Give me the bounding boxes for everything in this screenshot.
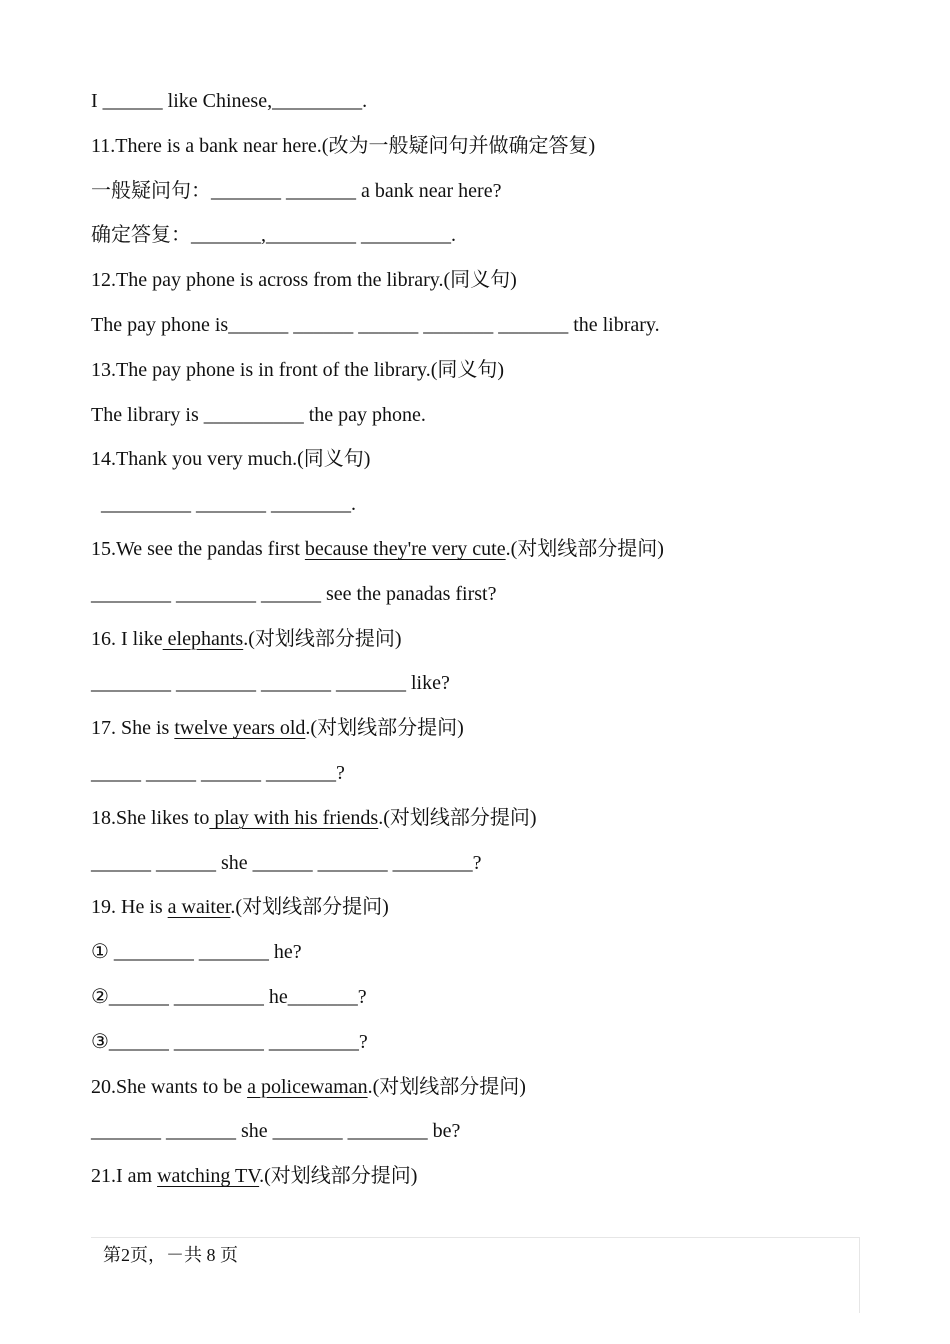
exercise-line <box>91 985 367 1009</box>
line-text: .(对划线部分提问) <box>505 538 664 560</box>
line-text: ②______ _________ he_______? <box>91 986 367 1008</box>
underlined-phrase: a waiter <box>167 896 231 919</box>
line-text: ______ ______ she ______ _______ ________? <box>91 851 482 874</box>
footer-side-border <box>859 1237 860 1313</box>
line-text: 18.She likes to <box>91 806 210 829</box>
page-number: 第2页，－共 8 页 <box>103 1245 238 1265</box>
exercise-line <box>91 1075 526 1099</box>
exercise-line <box>91 895 389 919</box>
exercise-line <box>91 1030 368 1054</box>
exercise-line <box>91 940 302 964</box>
exercise-line <box>91 582 496 606</box>
exercise-line <box>91 403 426 427</box>
line-text: 17. She is <box>91 717 175 740</box>
exercise-line <box>91 313 660 337</box>
exercise-line <box>91 851 482 875</box>
line-text: The pay phone is______ ______ ______ _______ _______ the library. <box>91 314 660 336</box>
line-text: 15.We see the pandas first <box>91 538 305 560</box>
line-text: 20.She wants to be <box>91 1075 248 1098</box>
line-text: .(对划线部分提问) <box>305 717 464 740</box>
line-text: _______ _______ she _______ ________ be? <box>91 1120 461 1143</box>
underlined-phrase: because they're very cute <box>304 538 506 560</box>
exercise-line <box>91 268 517 292</box>
underlined-phrase: watching TV <box>157 1165 260 1188</box>
line-text: 一般疑问句：_______ _______ a bank near here? <box>91 179 502 202</box>
underlined-phrase: twelve years old <box>174 717 306 740</box>
exercise-line <box>91 1119 460 1143</box>
line-text: ③______ _________ _________? <box>91 1030 368 1053</box>
exercise-line <box>91 358 504 382</box>
exercise-line <box>91 761 345 785</box>
line-text: 12.The pay phone is across from the library.(同义句) <box>91 269 517 292</box>
exercise-line <box>91 627 402 651</box>
exercise-line <box>91 89 367 113</box>
line-text: .(对划线部分提问) <box>259 1165 418 1188</box>
exercise-line <box>91 716 464 740</box>
line-text: _____ _____ ______ _______? <box>91 762 345 784</box>
underlined-phrase: play with his friends <box>209 806 379 829</box>
footer-divider <box>91 1237 859 1238</box>
exercise-line <box>91 1164 417 1188</box>
line-text: 确定答复：_______,_________ _________. <box>91 224 456 247</box>
exercise-line <box>91 223 456 247</box>
line-text: 11.There is a bank near here.(改为一般疑问句并做确定答复) <box>91 134 596 157</box>
exercise-line <box>91 537 664 561</box>
exercise-line <box>91 179 501 203</box>
exercise-line <box>91 806 537 830</box>
exercise-line <box>91 134 595 158</box>
line-text: .(对划线部分提问) <box>230 896 389 919</box>
line-text: 16. I like <box>91 627 163 650</box>
underlined-phrase: elephants <box>162 627 244 650</box>
line-text: .(对划线部分提问) <box>243 627 402 650</box>
line-text: .(对划线部分提问) <box>378 806 537 829</box>
line-text: 21.I am <box>91 1165 158 1188</box>
underlined-phrase: a policewaman <box>247 1075 368 1098</box>
line-text: The library is __________ the pay phone. <box>91 403 426 426</box>
line-text: 14.Thank you very much.(同义句) <box>91 448 371 471</box>
line-text: ________ ________ ______ see the panadas first? <box>91 582 497 605</box>
line-text: 13.The pay phone is in front of the library.(同义句) <box>91 358 505 381</box>
exercise-line <box>91 492 356 516</box>
exercise-line <box>91 671 450 695</box>
line-text: ________ ________ _______ _______ like? <box>91 672 450 695</box>
line-text: ① ________ _______ he? <box>91 941 302 964</box>
line-text: _________ _______ ________. <box>91 493 356 516</box>
line-text: 19. He is <box>91 896 168 919</box>
exercise-line <box>91 447 370 471</box>
line-text: I ______ like Chinese,_________. <box>91 90 368 112</box>
line-text: .(对划线部分提问) <box>367 1075 526 1098</box>
